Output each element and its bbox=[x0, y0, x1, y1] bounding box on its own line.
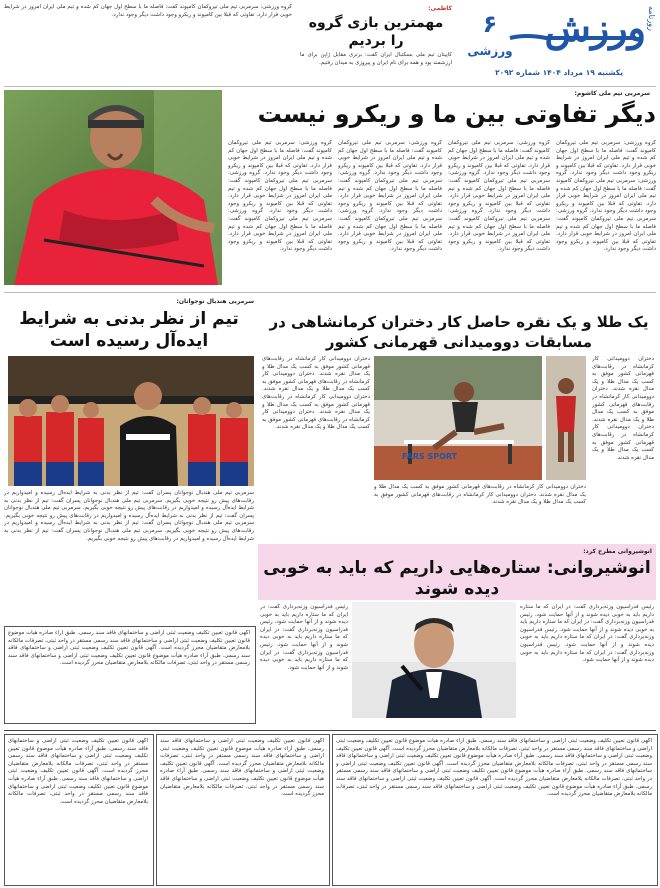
notice-text-2: آگهی قانون تعیین تکلیف وضعیت ثبتی اراضی و ساختمانهای فاقد سند رسمی. طبق آراء صادره هیأت موضوع قانون تعیین تکلیف وضعیت ثبتی اراضی و ساختمانهای فاقد سند رسمی مستقر در واحد ثبتی، تصرفات مالکانه بلامعارض متقاضیان محرز گردیده است. آگهی قانون تعیین تکلیف وضعیت ثبتی اراضی و ساختمانهای فاقد سند رسمی. طبق آراء صادره هیأت موضوع قانون تعیین تکلیف وضعیت ثبتی اراضی و ساختمانهای فاقد سند رسمی مستقر در واحد ثبتی، تصرفات مالکانه بلامعارض متقاضیان محرز گردیده است. bbox=[8, 738, 148, 805]
handball-headline: تیم از نظر بدنی به شرایط ایده‌آل رسیده است bbox=[19, 309, 239, 351]
athletics-headline: یک طلا و یک نقره حاصل کار دختران کرمانشاهی در مسابقات دوومیدانی قهرمانی کشور bbox=[269, 313, 649, 351]
watermark: FARS SPORT bbox=[402, 452, 458, 461]
athletics-body-right: دختران دوومیدانی کار کرمانشاه در رقابت‌های قهرمانی کشور موفق به کسب یک مدال طلا و یک مدال نقره شدند. دختران دوومیدانی کار کرمانشاه در رقابت‌های قهرمانی کشور موفق به کسب یک مدال طلا و یک مدال نقره شدند. دختران دوومیدانی کار کرمانشاه در رقابت‌های قهرمانی کشور موفق به کسب یک مدال طلا و یک مدال نقره شدند. bbox=[592, 356, 654, 461]
interview-body-left: رئیس فدراسیون وزنه‌برداری گفت: در ایران که ما ستاره داریم باید به خوبی دیده شوند و از آنها حمایت شود. رئیس فدراسیون وزنه‌برداری گفت: در ایران که ما ستاره داریم باید به خوبی دیده شوند و از آنها حمایت شود. رئیس فدراسیون وزنه‌برداری گفت: در ایران که ما ستاره داریم باید به خوبی دیده شوند و از آنها حمایت شود. bbox=[260, 604, 348, 671]
divider bbox=[4, 86, 656, 87]
interview-photo bbox=[352, 602, 516, 718]
handball-body: سرمربی تیم ملی هندبال نوجوانان پسران گفت: تیم از نظر بدنی به شرایط ایده‌آل رسیده و امیدواریم در رقابت‌های پیش رو نتیجه خوبی بگیریم. سرمربی تیم ملی هندبال نوجوانان پسران گفت: تیم از نظر بدنی به شرایط ایده‌آل رسیده و امیدواریم در رقابت‌های پیش رو نتیجه خوبی بگیریم. سرمربی تیم ملی هندبال نوجوانان پسران گفت: تیم از نظر بدنی به شرایط ایده‌آل رسیده و امیدواریم در رقابت‌های پیش رو نتیجه خوبی بگیریم. سرمربی تیم ملی هندبال نوجوانان پسران گفت: تیم از نظر بدنی به شرایط ایده‌آل رسیده و امیدواریم در رقابت‌های پیش رو نتیجه خوبی بگیریم. سرمربی تیم ملی هندبال نوجوانان پسران گفت: تیم از نظر بدنی به شرایط ایده‌آل رسیده و امیدواریم در رقابت‌های پیش رو نتیجه خوبی بگیریم. bbox=[4, 490, 254, 542]
hurdler-image bbox=[374, 356, 542, 480]
lead-story-col-2: گروه ورزشی: سرمربی تیم ملی تیروکمان کامپوند گفت: فاصله ما با سطح اول جهان کم شده و تیم ملی ایران امروز در شرایط خوبی قرار دارد. تفاوتی که قبلا بین کامپوند و ریکرو وجود داشت دیگر وجود ندارد. گروه ورزشی: سرمربی تیم ملی تیروکمان کامپوند گفت: فاصله ما با سطح اول جهان کم شده و تیم ملی ایران امروز در شرایط خوبی قرار دارد. تفاوتی که قبلا بین کامپوند و ریکرو وجود داشت دیگر وجود ندارد. گروه ورزشی: سرمربی تیم ملی تیروکمان کامپوند گفت: فاصله ما با سطح اول جهان کم شده و تیم ملی ایران امروز در شرایط خوبی قرار دارد. تفاوتی که قبلا بین کامپوند و ریکرو وجود داشت دیگر وجود ندارد. bbox=[448, 140, 550, 253]
handball-team-image bbox=[8, 356, 254, 486]
lead-story-kicker: سرمربی تیم ملی کاشوم: bbox=[574, 90, 650, 97]
interview-headline: انوشیروانی: ستاره‌هایی داریم که باید به خوبی دیده شوند bbox=[263, 558, 651, 599]
notice-text-4: آگهی قانون تعیین تکلیف وضعیت ثبتی اراضی و ساختمانهای فاقد سند رسمی. طبق آراء صادره هیأت موضوع قانون تعیین تکلیف وضعیت ثبتی اراضی و ساختمانهای فاقد سند رسمی مستقر در واحد ثبتی، تصرفات مالکانه بلامعارض متقاضیان محرز گردیده است. آگهی قانون تعیین تکلیف وضعیت ثبتی اراضی و ساختمانهای فاقد سند رسمی. طبق آراء صادره هیأت موضوع قانون تعیین تکلیف وضعیت ثبتی اراضی و ساختمانهای فاقد سند رسمی مستقر در واحد ثبتی، تصرفات مالکانه بلامعارض متقاضیان محرز گردیده است. آگهی قانون تعیین تکلیف وضعیت ثبتی اراضی و ساختمانهای فاقد سند رسمی. طبق آراء صادره هیأت موضوع قانون تعیین تکلیف وضعیت ثبتی اراضی و ساختمانهای فاقد سند رسمی مستقر در واحد ثبتی، تصرفات مالکانه بلامعارض متقاضیان محرز گردیده است. آگهی قانون تعیین تکلیف وضعیت ثبتی اراضی و ساختمانهای فاقد سند رسمی. طبق آراء صادره هیأت موضوع قانون تعیین تکلیف وضعیت ثبتی اراضی و ساختمانهای فاقد سند رسمی مستقر در واحد ثبتی، تصرفات مالکانه بلامعارض متقاضیان محرز گردیده است. bbox=[336, 738, 652, 798]
divider bbox=[4, 730, 656, 731]
logo-text: ورزش bbox=[544, 5, 646, 50]
logo-prefix: روزنامه bbox=[647, 6, 656, 31]
issue-date-line: یکشنبه ۱۹ مرداد ۱۴۰۴ شماره ۲۰۹۲ bbox=[495, 68, 623, 77]
runner-image bbox=[546, 356, 586, 480]
top-brief-headline: مهمترین بازی گروه را بردیم bbox=[308, 15, 444, 49]
interview-kicker: انوشیروانی مطرح کرد: bbox=[583, 548, 652, 555]
athletics-body-left: دختران دوومیدانی کار کرمانشاه در رقابت‌های قهرمانی کشور موفق به کسب یک مدال طلا و یک مدال نقره شدند. دختران دوومیدانی کار کرمانشاه در رقابت‌های قهرمانی کشور موفق به کسب یک مدال طلا و یک مدال نقره شدند. دختران دوومیدانی کار کرمانشاه در رقابت‌های قهرمانی کشور موفق به کسب یک مدال طلا و یک مدال نقره شدند. دختران دوومیدانی کار کرمانشاه در رقابت‌های قهرمانی کشور موفق به کسب یک مدال طلا و یک مدال نقره شدند. bbox=[262, 356, 370, 431]
speaker-image bbox=[352, 602, 516, 718]
lead-story-col-1: گروه ورزشی: سرمربی تیم ملی تیروکمان کامپوند گفت: فاصله ما با سطح اول جهان کم شده و تیم ملی ایران امروز در شرایط خوبی قرار دارد. تفاوتی که قبلا بین کامپوند و ریکرو وجود داشت دیگر وجود ندارد. گروه ورزشی: سرمربی تیم ملی تیروکمان کامپوند گفت: فاصله ما با سطح اول جهان کم شده و تیم ملی ایران امروز در شرایط خوبی قرار دارد. تفاوتی که قبلا بین کامپوند و ریکرو وجود داشت دیگر وجود ندارد. گروه ورزشی: سرمربی تیم ملی تیروکمان کامپوند گفت: فاصله ما با سطح اول جهان کم شده و تیم ملی ایران امروز در شرایط خوبی قرار دارد. تفاوتی که قبلا بین کامپوند و ریکرو وجود داشت دیگر وجود ندارد. bbox=[556, 140, 656, 253]
lead-story-headline: دیگر تفاوتی بین ما و ریکرو نیست bbox=[257, 100, 656, 128]
athletics-photo-2 bbox=[546, 356, 586, 480]
athletics-body-bottom: دختران دوومیدانی کار کرمانشاه در رقابت‌های قهرمانی کشور موفق به کسب یک مدال طلا و یک مدال نقره شدند. دختران دوومیدانی کار کرمانشاه در رقابت‌های قهرمانی کشور موفق به کسب یک مدال طلا و یک مدال نقره شدند. bbox=[374, 484, 586, 506]
divider bbox=[4, 292, 656, 293]
top-left-text-fill: گروه ورزشی: سرمربی تیم ملی تیروکمان کامپوند گفت: فاصله ما با سطح اول جهان کم شده و تیم ملی ایران امروز در شرایط خوبی قرار دارد. تفاوتی که قبلا بین کامپوند و ریکرو وجود داشت دیگر وجود ندارد. bbox=[4, 4, 292, 18]
lead-story-col-3: گروه ورزشی: سرمربی تیم ملی تیروکمان کامپوند گفت: فاصله ما با سطح اول جهان کم شده و تیم ملی ایران امروز در شرایط خوبی قرار دارد. تفاوتی که قبلا بین کامپوند و ریکرو وجود داشت دیگر وجود ندارد. گروه ورزشی: سرمربی تیم ملی تیروکمان کامپوند گفت: فاصله ما با سطح اول جهان کم شده و تیم ملی ایران امروز در شرایط خوبی قرار دارد. تفاوتی که قبلا بین کامپوند و ریکرو وجود داشت دیگر وجود ندارد. گروه ورزشی: سرمربی تیم ملی تیروکمان کامپوند گفت: فاصله ما با سطح اول جهان کم شده و تیم ملی ایران امروز در شرایط خوبی قرار دارد. تفاوتی که قبلا بین کامپوند و ریکرو وجود داشت دیگر وجود ندارد. bbox=[338, 140, 442, 253]
masthead bbox=[462, 4, 656, 86]
interview-body-right: رئیس فدراسیون وزنه‌برداری گفت: در ایران که ما ستاره داریم باید به خوبی دیده شوند و از آنها حمایت شود. رئیس فدراسیون وزنه‌برداری گفت: در ایران که ما ستاره داریم باید به خوبی دیده شوند و از آنها حمایت شود. رئیس فدراسیون وزنه‌برداری گفت: در ایران که ما ستاره داریم باید به خوبی دیده شوند و از آنها حمایت شود. رئیس فدراسیون وزنه‌برداری گفت: در ایران که ما ستاره داریم باید به خوبی دیده شوند و از آنها حمایت شود. bbox=[520, 604, 654, 664]
masthead-logo bbox=[506, 4, 656, 56]
top-left-column-text bbox=[4, 4, 292, 84]
top-brief-body: کاپیتان تیم ملی بسکتبال ایران گفت: برتری مقابل ژاپن برای ما ارزشمند بود و همه برای نام ایران و پیروزی به میدان رفتیم. bbox=[300, 52, 452, 66]
athletics-photo-1 bbox=[374, 356, 542, 480]
section-label: ورزشی bbox=[467, 44, 513, 58]
page-number: ۶ bbox=[482, 10, 498, 38]
archer-image bbox=[4, 90, 222, 285]
top-brief-kicker: کاظمی: bbox=[428, 5, 452, 12]
notice-text-3: آگهی قانون تعیین تکلیف وضعیت ثبتی اراضی و ساختمانهای فاقد سند رسمی. طبق آراء صادره هیأت موضوع قانون تعیین تکلیف وضعیت ثبتی اراضی و ساختمانهای فاقد سند رسمی مستقر در واحد ثبتی، تصرفات مالکانه بلامعارض متقاضیان محرز گردیده است. آگهی قانون تعیین تکلیف وضعیت ثبتی اراضی و ساختمانهای فاقد سند رسمی. طبق آراء صادره هیأت موضوع قانون تعیین تکلیف وضعیت ثبتی اراضی و ساختمانهای فاقد سند رسمی مستقر در واحد ثبتی، تصرفات مالکانه بلامعارض متقاضیان محرز گردیده است. bbox=[160, 738, 324, 798]
lead-story-photo bbox=[4, 90, 222, 285]
notice-text-1: آگهی قانون تعیین تکلیف وضعیت ثبتی اراضی و ساختمانهای فاقد سند رسمی. طبق آراء صادره هیأت موضوع قانون تعیین تکلیف وضعیت ثبتی اراضی و ساختمانهای فاقد سند رسمی مستقر در واحد ثبتی، تصرفات مالکانه بلامعارض متقاضیان محرز گردیده است. آگهی قانون تعیین تکلیف وضعیت ثبتی اراضی و ساختمانهای فاقد سند رسمی. طبق آراء صادره هیأت موضوع قانون تعیین تکلیف وضعیت ثبتی اراضی و ساختمانهای فاقد سند رسمی مستقر در واحد ثبتی، تصرفات مالکانه بلامعارض متقاضیان محرز گردیده است. bbox=[8, 630, 250, 667]
handball-photo bbox=[8, 356, 254, 486]
handball-kicker: سرمربی هندبال نوجوانان: bbox=[176, 298, 254, 305]
lead-story-col-4: گروه ورزشی: سرمربی تیم ملی تیروکمان کامپوند گفت: فاصله ما با سطح اول جهان کم شده و تیم ملی ایران امروز در شرایط خوبی قرار دارد. تفاوتی که قبلا بین کامپوند و ریکرو وجود داشت دیگر وجود ندارد. گروه ورزشی: سرمربی تیم ملی تیروکمان کامپوند گفت: فاصله ما با سطح اول جهان کم شده و تیم ملی ایران امروز در شرایط خوبی قرار دارد. تفاوتی که قبلا بین کامپوند و ریکرو وجود داشت دیگر وجود ندارد. گروه ورزشی: سرمربی تیم ملی تیروکمان کامپوند گفت: فاصله ما با سطح اول جهان کم شده و تیم ملی ایران امروز در شرایط خوبی قرار دارد. تفاوتی که قبلا بین کامپوند و ریکرو وجود داشت دیگر وجود ندارد. bbox=[228, 140, 332, 253]
